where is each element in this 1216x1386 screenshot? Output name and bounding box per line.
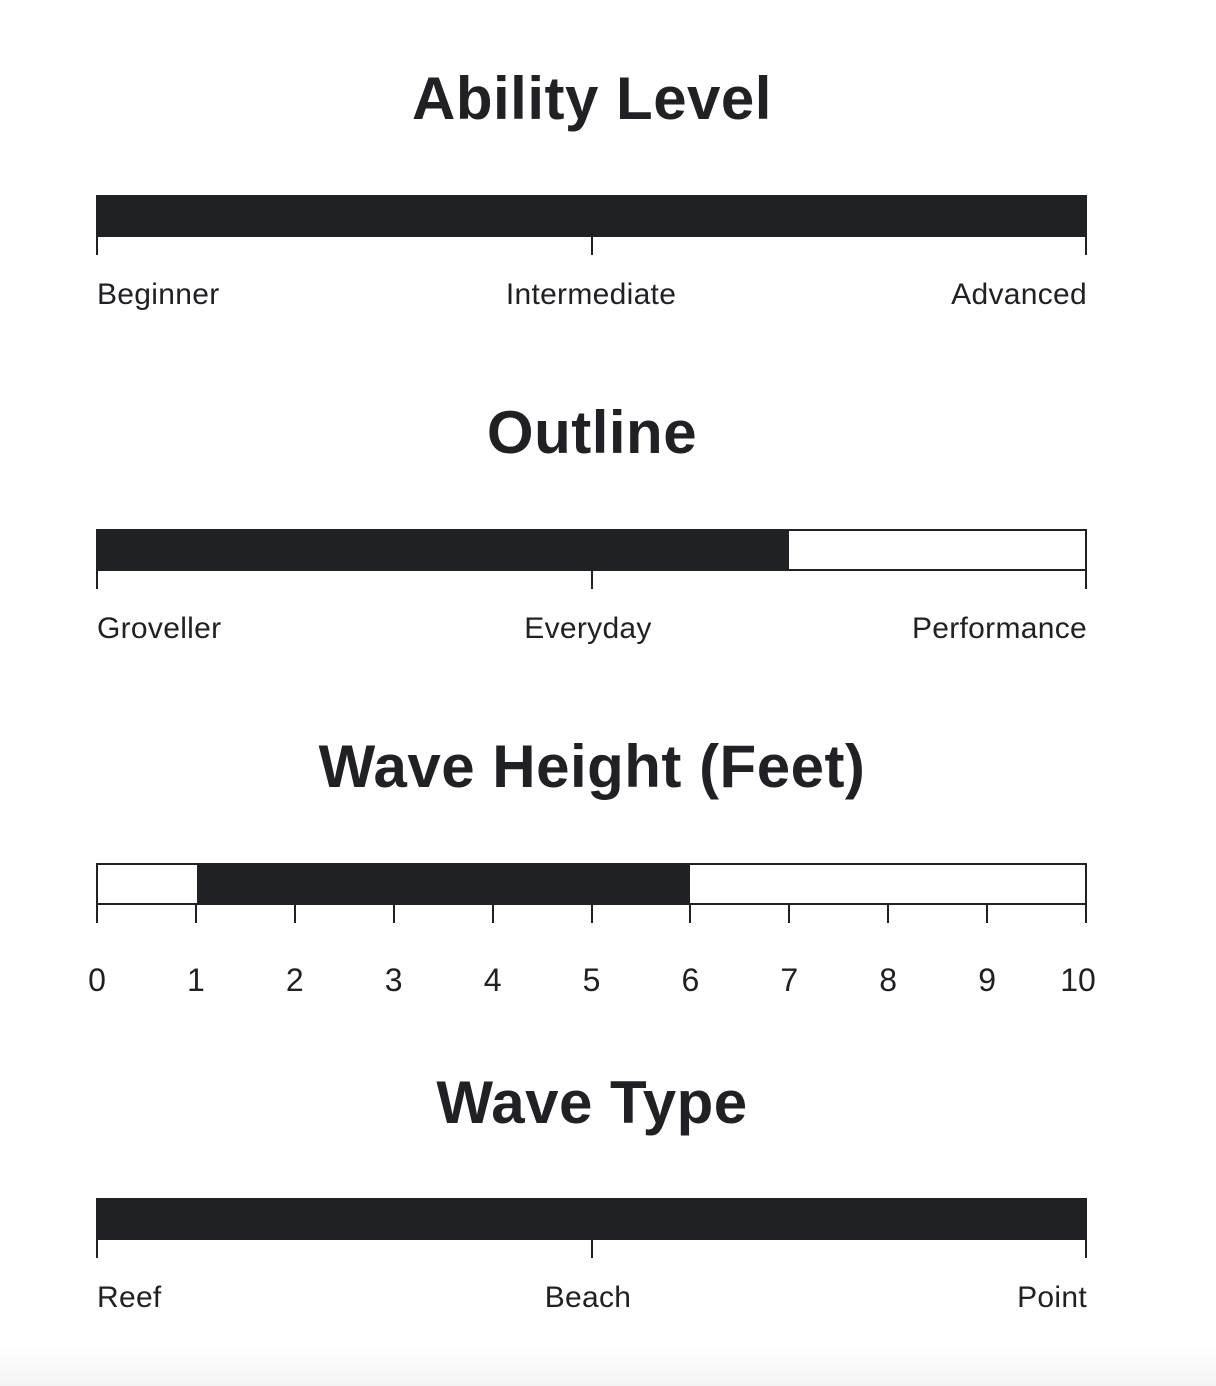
ability-level-section [0,0,1216,334]
bottom-shade [0,1346,1216,1386]
ability-level-tick-start [96,237,98,255]
wave-type-bar [96,1198,1087,1240]
wave-height-tick-label: 2 [285,962,304,998]
wave-height-tick-label: 8 [879,962,898,998]
wave-height-section [0,668,1216,1002]
wave-height-tick [492,905,494,923]
wave-height-tick-label: 7 [780,962,799,998]
wave-height-tick [887,905,889,923]
ability-level-tick-mid [591,237,593,255]
ability-level-tick-end [1085,237,1087,255]
wave-height-tick [96,905,98,923]
ability-level-label-advanced: Advanced [951,278,1087,311]
wave-height-title: Wave Height (Feet) [318,733,866,800]
wave-type-title: Wave Type [436,1069,748,1136]
wave-type-fill [98,1200,1085,1238]
outline-title: Outline [486,399,698,466]
ability-level-title: Ability Level [412,65,772,132]
wave-height-tick [591,905,593,923]
wave-height-tick [1085,905,1087,923]
ability-level-fill [98,197,1085,235]
outline-label-everyday: Everyday [524,612,652,645]
wave-type-tick-end [1085,1240,1087,1258]
wave-type-section [0,1002,1216,1336]
outline-label-performance: Performance [911,612,1087,645]
wave-height-tick [689,905,691,923]
wave-height-tick-label: 10 [1060,962,1096,998]
wave-height-tick-label: 4 [483,962,502,998]
wave-height-fill [197,865,691,903]
wave-height-tick-label: 1 [186,962,205,998]
ability-level-label-intermediate: Intermediate [505,278,677,311]
outline-tick-mid [591,571,593,589]
wave-height-tick [393,905,395,923]
wave-height-tick-label: 0 [88,962,106,998]
wave-height-tick [986,905,988,923]
wave-type-tick-start [96,1240,98,1258]
wave-height-tick-label: 6 [681,962,700,998]
wave-type-label-point: Point [1017,1281,1087,1314]
outline-fill [98,531,789,569]
wave-height-tick-label: 9 [978,962,996,998]
wave-height-tick-label: 3 [384,962,403,998]
ability-level-bar [96,195,1087,237]
wave-height-tick-label: 5 [582,962,601,998]
wave-type-label-reef: Reef [97,1281,162,1314]
outline-bar [96,529,1087,571]
wave-height-bar [96,863,1087,905]
outline-label-groveller: Groveller [97,612,222,645]
wave-height-tick [294,905,296,923]
ability-level-label-beginner: Beginner [97,278,220,311]
outline-section [0,334,1216,668]
wave-height-tick [195,905,197,923]
wave-type-label-beach: Beach [544,1281,632,1314]
wave-type-tick-mid [591,1240,593,1258]
outline-tick-end [1085,571,1087,589]
wave-height-tick [788,905,790,923]
outline-tick-start [96,571,98,589]
